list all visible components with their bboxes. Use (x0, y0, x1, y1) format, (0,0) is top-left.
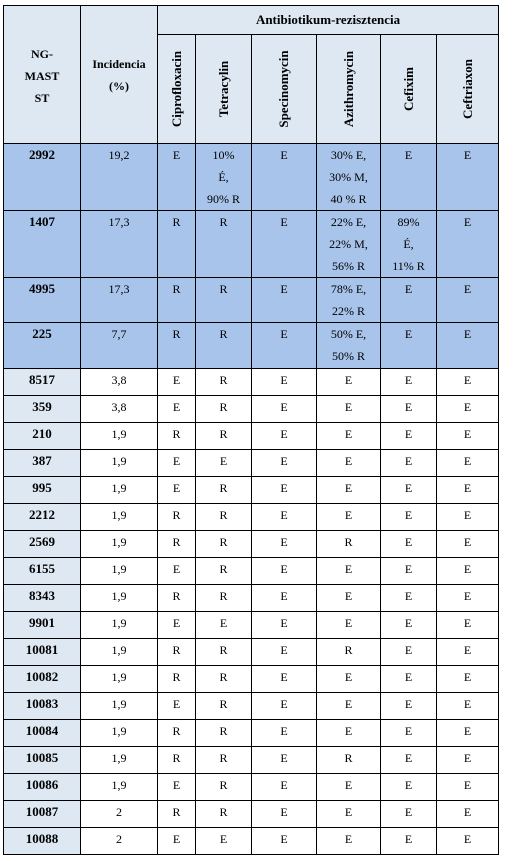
ngmast-header-line-3: ST (34, 90, 50, 105)
cipro-cell: R (158, 278, 196, 323)
table-row (4, 774, 499, 801)
st-cell: 4995 (4, 278, 81, 323)
azith-cell: E (317, 693, 381, 720)
tetra-cell: R (196, 504, 252, 531)
azith-cell: E (317, 666, 381, 693)
st-cell: 8517 (4, 369, 81, 396)
tetra-cell (196, 144, 252, 211)
spec-cell: E (252, 396, 317, 423)
st-cell: 10085 (4, 747, 81, 774)
tetra-cell: R (196, 585, 252, 612)
ceftr-cell: E (437, 639, 499, 666)
cipro-cell: R (158, 801, 196, 828)
cipro-cell: E (158, 693, 196, 720)
st-cell: 225 (4, 323, 81, 369)
st-cell: 10082 (4, 666, 81, 693)
spec-cell: E (252, 211, 317, 278)
tetra-cell: R (196, 278, 252, 323)
st-cell: 10081 (4, 639, 81, 666)
incidence-cell: 3,8 (81, 396, 158, 423)
table-row (4, 612, 499, 639)
tetra-cell: R (196, 639, 252, 666)
ceftr-cell: E (437, 278, 499, 323)
incidence-cell: 1,9 (81, 450, 158, 477)
cefix-cell: E (381, 369, 437, 396)
spec-cell: E (252, 747, 317, 774)
incidence-cell: 17,3 (81, 278, 158, 323)
azith-cell: E (317, 396, 381, 423)
table-row (4, 278, 499, 323)
azith-cell-line: 56% R (332, 259, 365, 273)
table-row (4, 639, 499, 666)
azith-cell: E (317, 423, 381, 450)
tetracylin-header (196, 35, 252, 144)
azith-cell: E (317, 801, 381, 828)
tetra-cell-line: 10% (212, 148, 235, 162)
ciprofloxacin-header (158, 35, 196, 144)
ceftr-cell: E (437, 801, 499, 828)
st-cell: 359 (4, 396, 81, 423)
spec-cell: E (252, 693, 317, 720)
cefix-cell (381, 211, 437, 278)
azith-cell: E (317, 828, 381, 855)
incidence-cell: 1,9 (81, 774, 158, 801)
tetra-cell: R (196, 720, 252, 747)
st-cell: 8343 (4, 585, 81, 612)
table-row (4, 477, 499, 504)
st-cell: 6155 (4, 558, 81, 585)
incidence-cell: 1,9 (81, 477, 158, 504)
incidence-cell: 1,9 (81, 639, 158, 666)
tetra-cell: R (196, 774, 252, 801)
cefix-cell: E (381, 774, 437, 801)
table-row (4, 504, 499, 531)
ceftr-cell: E (437, 423, 499, 450)
tetra-cell: R (196, 801, 252, 828)
cefix-cell-line: 11% R (392, 259, 425, 273)
azith-cell (317, 211, 381, 278)
azith-cell-line: 30% M, (329, 170, 368, 184)
spec-cell: E (252, 720, 317, 747)
spec-cell: E (252, 323, 317, 369)
cipro-cell: R (158, 585, 196, 612)
ceftr-cell: E (437, 450, 499, 477)
table-row (4, 211, 499, 278)
tetra-cell: R (196, 396, 252, 423)
cefix-cell: E (381, 612, 437, 639)
incidence-cell: 3,8 (81, 369, 158, 396)
azithromycin-header-label: Azithromycin (340, 50, 356, 128)
tetra-cell-line: 90% R (207, 192, 240, 206)
cefix-cell: E (381, 747, 437, 774)
spec-cell: E (252, 278, 317, 323)
ceftr-cell: E (437, 211, 499, 278)
table-row (4, 531, 499, 558)
cefix-cell: E (381, 423, 437, 450)
ngmast-st-header (4, 6, 81, 144)
tetra-cell-line: É, (218, 170, 229, 184)
tetra-cell: R (196, 211, 252, 278)
ngmast-header-line-1: NG- (31, 46, 53, 61)
ceftr-cell: E (437, 720, 499, 747)
spec-cell: E (252, 666, 317, 693)
spec-cell: E (252, 423, 317, 450)
st-cell: 10084 (4, 720, 81, 747)
spec-cell: E (252, 612, 317, 639)
table-row (4, 801, 499, 828)
table-row (4, 423, 499, 450)
st-cell: 10083 (4, 693, 81, 720)
cipro-cell: E (158, 828, 196, 855)
ceftr-cell: E (437, 666, 499, 693)
table-row (4, 666, 499, 693)
cefix-cell: E (381, 144, 437, 211)
spec-cell: E (252, 477, 317, 504)
st-cell: 9901 (4, 612, 81, 639)
st-cell: 2212 (4, 504, 81, 531)
incidence-cell: 1,9 (81, 504, 158, 531)
st-cell: 10088 (4, 828, 81, 855)
cipro-cell: E (158, 477, 196, 504)
spec-cell: E (252, 639, 317, 666)
table-row (4, 558, 499, 585)
azith-cell: E (317, 477, 381, 504)
tetra-cell: E (196, 828, 252, 855)
cefix-cell-line: 89% (397, 215, 420, 229)
azith-cell-line: 22% M, (329, 237, 368, 251)
st-cell: 10087 (4, 801, 81, 828)
cipro-cell: R (158, 423, 196, 450)
cipro-cell: E (158, 612, 196, 639)
specinomycin-header-label: Specinomycin (276, 50, 291, 128)
st-cell: 1407 (4, 211, 81, 278)
table-row (4, 585, 499, 612)
cipro-cell: E (158, 774, 196, 801)
tetra-cell: E (196, 450, 252, 477)
cipro-cell: R (158, 323, 196, 369)
cefix-cell: E (381, 585, 437, 612)
ngmast-header-line-2: MAST (24, 68, 60, 83)
table-row (4, 747, 499, 774)
incidence-cell: 2 (81, 828, 158, 855)
tetra-cell: R (196, 423, 252, 450)
azith-cell: E (317, 612, 381, 639)
tetra-cell: R (196, 747, 252, 774)
spec-cell: E (252, 801, 317, 828)
incidence-cell: 1,9 (81, 558, 158, 585)
azith-cell: E (317, 774, 381, 801)
table-body (4, 144, 499, 855)
incidence-cell: 2 (81, 801, 158, 828)
tetra-cell: E (196, 612, 252, 639)
azith-cell: R (317, 639, 381, 666)
azith-cell-line: 40 % R (330, 192, 367, 206)
azith-cell: E (317, 558, 381, 585)
cipro-cell: R (158, 720, 196, 747)
spec-cell: E (252, 585, 317, 612)
cefixim-header (381, 35, 437, 144)
spec-cell: E (252, 504, 317, 531)
incidence-cell: 19,2 (81, 144, 158, 211)
cefix-cell: E (381, 801, 437, 828)
ceftr-cell: E (437, 585, 499, 612)
incidence-cell: 17,3 (81, 211, 158, 278)
ceftr-cell: E (437, 396, 499, 423)
ceftr-cell: E (437, 774, 499, 801)
azith-cell: E (317, 504, 381, 531)
tetra-cell: R (196, 666, 252, 693)
tetra-cell: R (196, 693, 252, 720)
table-row (4, 450, 499, 477)
cipro-cell: R (158, 666, 196, 693)
cefix-cell: E (381, 720, 437, 747)
azith-cell-line: 22% R (332, 304, 365, 318)
ceftr-cell: E (437, 828, 499, 855)
cipro-cell: E (158, 558, 196, 585)
st-cell: 387 (4, 450, 81, 477)
spec-cell: E (252, 774, 317, 801)
cipro-cell: E (158, 396, 196, 423)
table-row (4, 828, 499, 855)
ceftriaxon-header (437, 35, 499, 144)
tetra-cell: R (196, 558, 252, 585)
tetra-cell: R (196, 323, 252, 369)
azith-cell: R (317, 747, 381, 774)
cefix-cell: E (381, 666, 437, 693)
resistance-table (3, 5, 499, 855)
cipro-cell: E (158, 144, 196, 211)
cipro-cell: R (158, 747, 196, 774)
cipro-cell: E (158, 369, 196, 396)
spec-cell: E (252, 531, 317, 558)
st-cell: 2569 (4, 531, 81, 558)
ceftr-cell: E (437, 612, 499, 639)
azith-cell-line: 30% E, (330, 148, 367, 162)
ceftr-cell: E (437, 531, 499, 558)
cefix-cell: E (381, 504, 437, 531)
cefix-cell: E (381, 477, 437, 504)
cefix-cell: E (381, 278, 437, 323)
incidence-cell: 1,9 (81, 747, 158, 774)
incidencia-header-line-1: Incidencia (92, 56, 146, 71)
table-row (4, 369, 499, 396)
azith-cell-line: 78% E, (330, 282, 367, 296)
ceftr-cell: E (437, 323, 499, 369)
cefix-cell: E (381, 323, 437, 369)
spec-cell: E (252, 144, 317, 211)
ceftr-cell: E (437, 693, 499, 720)
ceftr-cell: E (437, 477, 499, 504)
cipro-cell: R (158, 639, 196, 666)
table-row (4, 693, 499, 720)
tetracylin-header-label: Tetracylin (215, 60, 231, 118)
st-cell: 10086 (4, 774, 81, 801)
st-cell: 995 (4, 477, 81, 504)
azith-cell-line: 50% R (332, 349, 365, 363)
cipro-cell: R (158, 504, 196, 531)
table-row (4, 323, 499, 369)
incidence-cell: 1,9 (81, 585, 158, 612)
ciprofloxacin-header-label: Ciprofloxacin (168, 50, 184, 128)
incidence-cell: 1,9 (81, 693, 158, 720)
cefix-cell: E (381, 531, 437, 558)
ceftr-cell: E (437, 558, 499, 585)
spec-cell: E (252, 828, 317, 855)
spec-cell: E (252, 558, 317, 585)
azith-cell: E (317, 585, 381, 612)
st-cell: 2992 (4, 144, 81, 211)
ceftr-cell: E (437, 369, 499, 396)
ceftr-cell: E (437, 504, 499, 531)
table-row (4, 144, 499, 211)
incidence-cell: 1,9 (81, 531, 158, 558)
azith-cell (317, 323, 381, 369)
incidence-cell: 1,9 (81, 612, 158, 639)
azith-cell: E (317, 450, 381, 477)
azith-cell (317, 278, 381, 323)
azith-cell: R (317, 531, 381, 558)
tetra-cell: R (196, 369, 252, 396)
cipro-cell: E (158, 450, 196, 477)
azith-cell-line: 50% E, (330, 327, 367, 341)
incidencia-header (81, 6, 158, 144)
cefix-cell: E (381, 558, 437, 585)
ceftr-cell: E (437, 747, 499, 774)
cefix-cell: E (381, 693, 437, 720)
cefix-cell: E (381, 396, 437, 423)
cefix-cell: E (381, 639, 437, 666)
antibiotic-resistance-group-header: Antibiotikum-rezisztencia (158, 6, 499, 35)
incidence-cell: 1,9 (81, 720, 158, 747)
cipro-cell: R (158, 531, 196, 558)
spec-cell: E (252, 450, 317, 477)
st-cell: 210 (4, 423, 81, 450)
ceftriaxon-header-label: Ceftriaxon (459, 59, 475, 119)
azith-cell (317, 144, 381, 211)
azithromycin-header (317, 35, 381, 144)
incidence-cell: 7,7 (81, 323, 158, 369)
ceftr-cell: E (437, 144, 499, 211)
tetra-cell: R (196, 531, 252, 558)
azith-cell-line: 22% E, (330, 215, 367, 229)
cipro-cell: R (158, 211, 196, 278)
incidence-cell: 1,9 (81, 423, 158, 450)
azith-cell: E (317, 720, 381, 747)
incidencia-header-line-2: (%) (109, 78, 129, 93)
table-row (4, 720, 499, 747)
cefix-cell-line: É, (403, 237, 414, 251)
azith-cell: E (317, 369, 381, 396)
incidence-cell: 1,9 (81, 666, 158, 693)
specinomycin-header (252, 35, 317, 144)
table-row (4, 396, 499, 423)
cefix-cell: E (381, 828, 437, 855)
cefix-cell: E (381, 450, 437, 477)
spec-cell: E (252, 369, 317, 396)
tetra-cell: R (196, 477, 252, 504)
cefixim-header-label: Cefixim (400, 66, 416, 112)
